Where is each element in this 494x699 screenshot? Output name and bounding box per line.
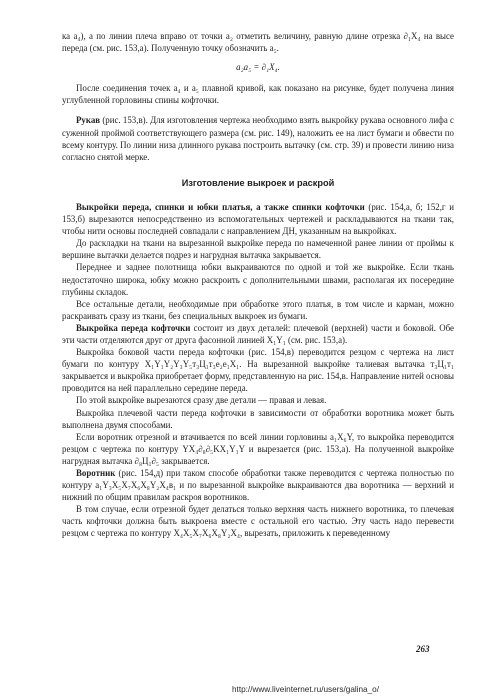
formula: a₂a₅ = ∂₁X₄.: [236, 62, 280, 73]
paragraph-lead: Выкройка переда кофточки: [76, 322, 191, 333]
paragraph: В том случае, если отрезной будет делаться только верхняя часть нижнего воротника, то плечевая часть кофточки должна быть выкроена вместе с остальной его частью. Эту часть надо перевести резцом с чертежа по контуру X₄X₅X₇X₆X₈Y₂X₄, вырезать, приложить к переведенному: [62, 504, 454, 539]
paragraph: Выкройка переда кофточки состоит из двух деталей: плечевой (верхней) части и боковой. Обе эти части отделяются друг от друга фасонной линией X₁Y₁ (см. рис. 153,а).: [62, 322, 454, 345]
paragraph: Воротник (рис. 154,д) при таком способе обработки также переводится с чертежа полностью по контуру a₁Y₃X₅X₇X₆X₈Y₂X₄в₁ и по вырезанной выкройке выкраиваются два воротника — верхний и нижний по общим правилам раскроя воротников.: [62, 468, 454, 503]
paragraph: До раскладки на ткани на вырезанной выкройке переда по намеченной ранее линии от проймы к вершине вытачки делается подрез и нагрудная вытачка закрывается.: [62, 238, 454, 261]
footer-url[interactable]: http://www.liveinternet.ru/users/galina_o/: [232, 685, 379, 694]
paragraph: Выкройка боковой части переда кофточки (рис. 154,в) переводится резцом с чертежа на лист бумаги по контуру X₁Y₁Y₂Y₃Y₅т₃Ц₁т₃е₂е₁X₁. На вырезанной выкройке талиевая вытачка т₃Ц₁т₁ закрывается и выкройка приобретает форму, представленную на рис. 154,в. Направление нитей основы проводится на ней параллельно середине переда.: [62, 347, 454, 394]
paragraph: Переднее и заднее полотнища юбки выкраиваются по одной и той же выкройке. Если ткань недостаточно широка, юбку можно раскроить с дополнительными швами, располагая их посередине глубины складок.: [62, 262, 454, 297]
section-heading: Изготовление выкроек и раскрой: [181, 177, 335, 188]
paragraph: Выкройка плечевой части переда кофточки в зависимости от обработки воротника может быть выполнена двумя способами.: [62, 407, 454, 430]
paragraph: ка a₄), а по линии плеча вправо от точки a₂ отметить величину, равную длине отрезка ∂₁X₄ на высе переда (см. рис. 153,а). Полученную точку обозначить a₅.: [62, 31, 454, 54]
paragraph-lead: Рукав: [76, 115, 101, 126]
paragraph: Если воротник отрезной и втачивается по всей линии горловины a₁X₆Y, то выкройка переводится резцом с чертежа по контуру YX₄∂₈∂₅KX₁Y₁Y и вырезается (рис. 153,а). На полученной выкройке нагрудная вытачка ∂₈Ц₁∂₅ закрывается.: [62, 431, 454, 466]
paragraph: Выкройки переда, спинки и юбки платья, а также спинки кофточки (рис. 154,а, б; 152,г и 153,б) вырезаются непосредственно из вспомогательных чертежей и раскладываются на ткани так, чтобы нити основы последней совпадали с направлением ДН, указанным на выкройках.: [62, 201, 454, 237]
paragraph: После соединения точек a₄ и a₅ плавной кривой, как показано на рисунке, будет получена линия углубленной горловины спины кофточки.: [62, 83, 454, 106]
page-number: 263: [416, 644, 430, 654]
paragraph-lead: Выкройки переда, спинки и юбки платья, а также спинки кофточки: [76, 201, 365, 212]
page-text: [62, 30, 454, 540]
paragraph: По этой выкройке вырезаются сразу две детали — правая и левая.: [76, 395, 327, 406]
paragraph: Все остальные детали, необходимые при обработке этого платья, в том числе и карман, можно раскраивать сразу из ткани, без специальных выкроек из бумаги.: [62, 298, 454, 321]
paragraph: Рукав (рис. 153,в). Для изготовления чертежа необходимо взять выкройку рукава основного лифа с суженной проймой соответствующего размера (см. рис. 149), наложить ее на лист бумаги и обвести по всему контуру. По линии низа длинного рукава построить вытачку (см. стр. 39) и провести линию низа согласно снятой мерке.: [62, 115, 454, 162]
paragraph-lead: Воротник: [76, 468, 116, 478]
